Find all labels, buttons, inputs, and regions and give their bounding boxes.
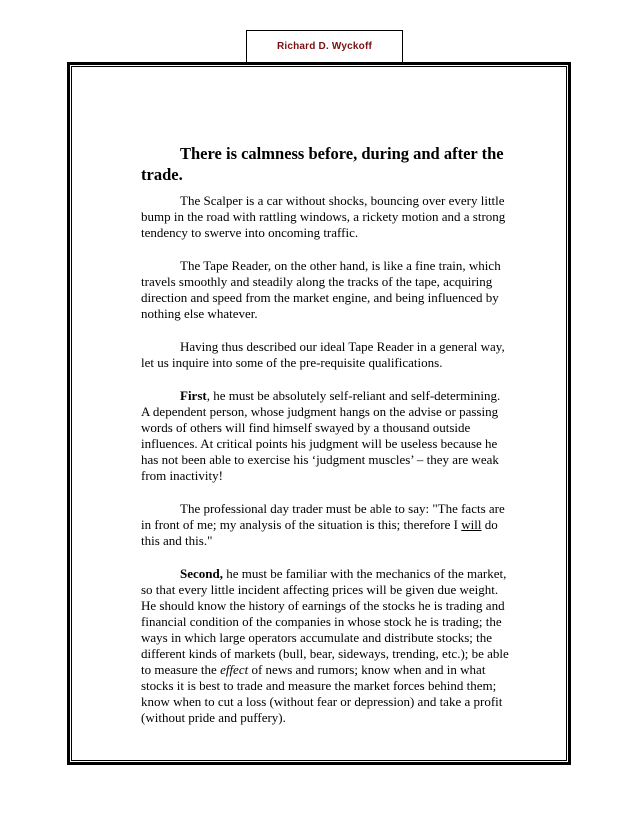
second-italic: effect (220, 662, 249, 677)
paragraph-second (141, 566, 511, 726)
professional-text-after: do this and this." (141, 517, 498, 548)
paragraph-scalper: The Scalper is a car without shocks, bouncing over every little bump in the road with rattling windows, a rickety motion and a strong tendency to swerve into oncoming traffic. (141, 193, 506, 240)
second-text-part2: of news and rumors; know when and in what stocks it is best to trade and measure the market forces behind them; know when to cut a loss (without fear or depression) and take a profit (without pride and puffery). (141, 662, 503, 725)
page-body (141, 143, 511, 743)
second-lead: Second, (180, 566, 223, 581)
paragraph-first (141, 388, 511, 484)
first-text: , he must be absolutely self-reliant and self-determining. A dependent person, whose judgment hangs on the advise or passing words of others will find himself swayed by a thousand outside influences. At critical points his judgment will be useless because he has not been able to exercise his ‘judgment muscles’ – they are weak from inactivity! (141, 388, 501, 483)
paragraph-tape-reader: The Tape Reader, on the other hand, is like a fine train, which travels smoothly and steadily along the tracks of the tape, acquiring direction and speed from the market engine, and being influenced by nothing else whatever. (141, 258, 501, 321)
paragraph-professional (141, 501, 511, 549)
paragraph-qualifications: Having thus described our ideal Tape Reader in a general way, let us inquire into some of the pre-requisite qualifications. (141, 339, 505, 370)
section-heading: There is calmness before, during and after the trade. (141, 144, 504, 184)
running-header (246, 30, 403, 62)
professional-text-before: The professional day trader must be able to say: "The facts are in front of me; my analysis of the situation is this; therefore I (141, 501, 505, 532)
professional-underlined: will (461, 517, 482, 532)
header-author: Richard D. Wyckoff (276, 41, 373, 52)
second-text-part1: he must be familiar with the mechanics of the market, so that every little incident affecting prices will be given due weight. He should know the history of earnings of the stocks he is trading and financial condition of the companies in whose stock he is trading; the ways in which large operators accumulate and distribute stocks; the different kinds of markets (bull, bear, sideways, trending, etc.); be able to measure the (141, 566, 509, 677)
first-lead: First (180, 388, 207, 403)
